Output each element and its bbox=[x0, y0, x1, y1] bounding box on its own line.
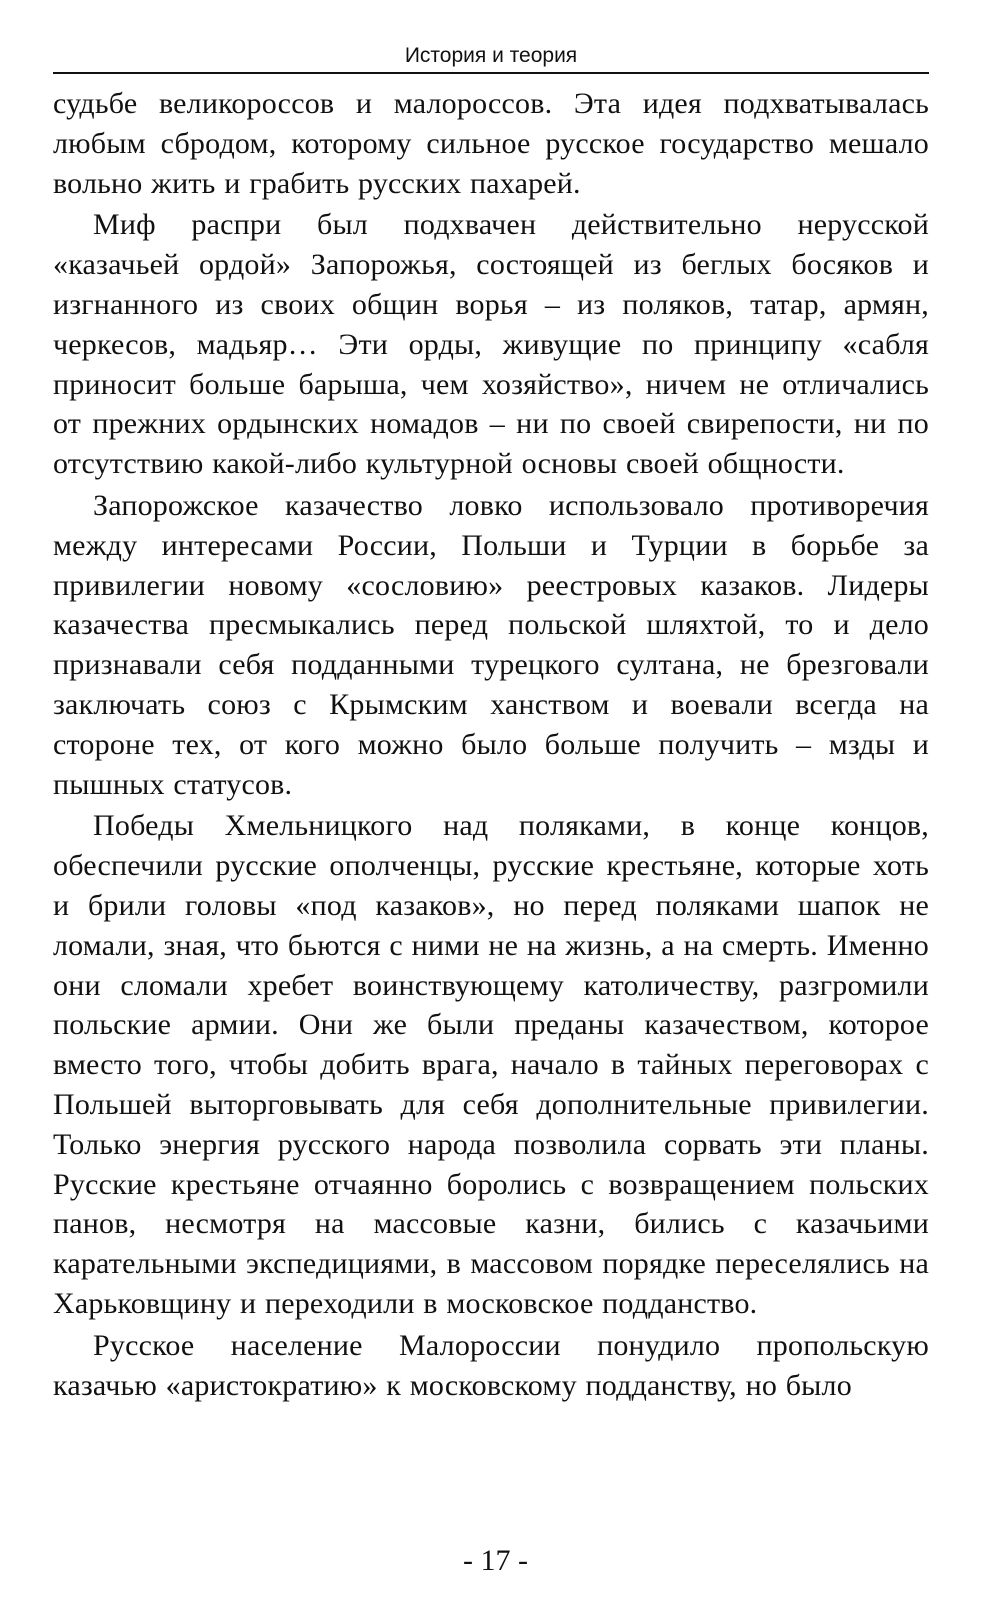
running-header-title: История и теория bbox=[404, 44, 578, 67]
paragraph-russian-population: Русское население Малороссии понудило пропольскую казачью «аристократию» к московскому подданству, но было bbox=[53, 1328, 929, 1402]
page-number: - 17 - bbox=[463, 1544, 528, 1577]
paragraph-zaporozhian-cossacks: Запорожское казачество ловко использовало противоречия между интересами России, Польши и Турции в борьбе за привилегии новому «сословию» реестровых казаков. Лидеры казачества пресмыкались перед польской шляхтой, то и дело признавали себя подданными турецкого султана, не брезговали заключать союз с Крымским ханством и воевали всегда на стороне тех, от кого можно было больше получить – мзды и пышных статусов. bbox=[53, 488, 929, 801]
paragraph-khmelnytsky-victories: Победы Хмельницкого над поляками, в конце концов, обеспечили русские ополченцы, русские крестьяне, которые хоть и брили головы «под казаков», но перед поляками шапок не ломали, зная, что бьются с ними не на жизнь, а на смерть. Именно они сломали хребет воинствующему католичеству, разгромили польские армии. Они же были преданы казачеством, которое вместо того, чтобы добить врага, начало в тайных переговорах с Польшей выторговывать для себя дополнительные привилегии. Только энергия русского народа позволила сорвать эти планы. Русские крестьяне отчаянно боролись с возвращением польских панов, несмотря на массовые казни, бились с казачьими карательными экспедициями, в массовом порядке переселялись на Харьковщину и переходили в московское подданство. bbox=[53, 809, 929, 1320]
header-rule bbox=[53, 72, 929, 74]
paragraph-myth-of-discord: Миф распри был подхвачен действительно нерусской «казачьей ордой» Запорожья, состоящей из беглых босяков и изгнанного из своих общин ворья – из поляков, татар, армян, черкесов, мадьяр… Эти орды, живущие по принципу «сабля приносит больше барыша, чем хозяйство», ничем не отличались от прежних ордынских номадов – ни по своей свирепости, ни по отсутствию какой-либо культурной основы своей общности. bbox=[53, 208, 929, 481]
body-text bbox=[53, 84, 929, 1407]
paragraph-continued: судьбе великороссов и малороссов. Эта идея подхватывалась любым сбродом, которому сильное русское государство мешало вольно жить и грабить русских пахарей. bbox=[53, 87, 929, 200]
